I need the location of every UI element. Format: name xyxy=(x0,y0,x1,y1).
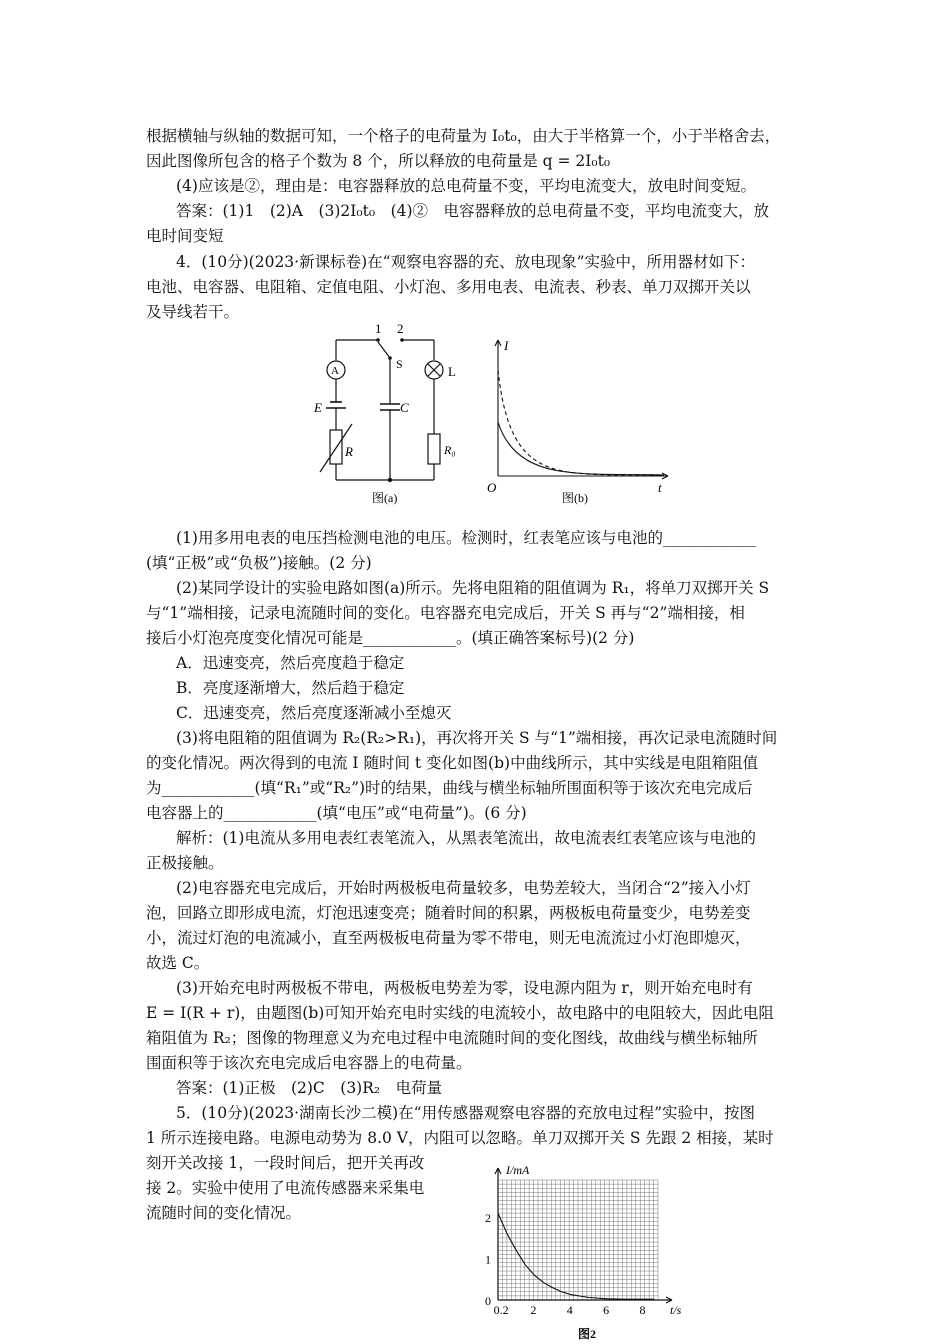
x-tick-label: 8 xyxy=(639,1303,646,1317)
y-tick-label: 2 xyxy=(485,1211,491,1226)
graph-b-y-label: I xyxy=(504,338,509,353)
paragraph-line: 电时间变短 xyxy=(146,227,224,245)
paragraph-line: 因此图像所包含的格子个数为 8 个，所以释放的电荷量是 q = 2I₀t₀ xyxy=(146,152,611,170)
paragraph-line: E = I(R + r)，由题图(b)可知开始充电时实线的电流较小，故电路中的电阻较大，因此电阻 xyxy=(146,1004,774,1022)
paragraph-line: 为____________(填“R₁”或“R₂”)时的结果，曲线与横坐标轴所围面积等于该次充电完成后 xyxy=(146,779,753,797)
paragraph-line: 泡，回路立即形成电流，灯泡迅速变亮；随着时间的积累，两极板电荷量变少，电势差变 xyxy=(146,904,751,922)
paragraph-line: 电池、电容器、电阻箱、定值电阻、小灯泡、多用电表、电流表、秒表、单刀双掷开关以 xyxy=(146,278,751,296)
x-tick-label: 6 xyxy=(603,1303,610,1317)
paragraph-line: 接后小灯泡亮度变化情况可能是____________。(填正确答案标号)(2 分) xyxy=(146,629,635,647)
paragraph-line: 及导线若干。 xyxy=(146,303,240,321)
paragraph-line: 接 2。实验中使用了电流传感器来采集电 xyxy=(146,1179,425,1197)
graph-b-origin: O xyxy=(487,480,497,495)
paragraph-line: 围面积等于该次充电完成后电容器上的电荷量。 xyxy=(146,1054,472,1072)
paragraph-line: 1 所示连接电路。电源电动势为 8.0 V，内阻可以忽略。单刀双掷开关 S 先跟 2 相接，某时 xyxy=(146,1129,774,1147)
figure-b-graph xyxy=(484,336,674,510)
figure-b-caption: 图(b) xyxy=(562,491,588,505)
paragraph-line: 电容器上的____________(填“电压”或“电荷量”)。(6 分) xyxy=(146,804,527,822)
paragraph-line: 箱阻值为 R₂；图像的物理意义为充电过程中电流随时间的变化图线，故曲线与横坐标轴所 xyxy=(146,1029,758,1047)
figure-a-caption: 图(a) xyxy=(372,491,398,505)
answer-line: 答案：(1)1 (2)A (3)2I₀t₀ (4)② 电容器释放的总电荷量不变，平均电流变大，放 xyxy=(176,202,770,220)
figure-a-circuit xyxy=(300,320,470,510)
option-c: C．迅速变亮，然后亮度逐渐减小至熄灭 xyxy=(176,704,452,722)
paragraph-line: 故选 C。 xyxy=(146,954,210,972)
paragraph-line: (4)应该是②，理由是：电容器释放的总电荷量不变，平均电流变大，放电时间变短。 xyxy=(176,177,756,195)
switch-terminal-2: 2 xyxy=(397,321,404,336)
lamp-label: L xyxy=(448,364,456,379)
capacitor-label: C xyxy=(400,400,409,415)
option-b: B．亮度逐渐增大，然后趋于稳定 xyxy=(176,679,405,697)
paragraph-line: 刻开关改接 1，一段时间后，把开关再改 xyxy=(146,1154,425,1172)
x-tick-label: 2 xyxy=(530,1303,537,1317)
y-tick-label: 1 xyxy=(485,1252,491,1267)
graph-b-x-label: t xyxy=(658,480,662,495)
ammeter-label: A xyxy=(331,365,339,377)
x-tick-label: 4 xyxy=(566,1303,573,1317)
paragraph-line: 与“1”端相接，记录电流随时间的变化。电容器充电完成后，开关 S 再与“2”端相接，相 xyxy=(146,604,745,622)
paragraph-line: (3)开始充电时两极板不带电，两极板电势差为零，设电源内阻为 r，则开始充电时有 xyxy=(176,979,753,997)
paragraph-line: (3)将电阻箱的阻值调为 R₂(R₂>R₁)，再次将开关 S 与“1”端相接，再次记录电流随时间 xyxy=(176,729,778,747)
figure-2-chart xyxy=(476,1158,706,1344)
paragraph-line: 根据横轴与纵轴的数据可知，一个格子的电荷量为 I₀t₀，由大于半格算一个，小于半格舍去， xyxy=(146,127,781,145)
paragraph-line: (2)电容器充电完成后，开始时两极板电荷量较多，电势差较大，当闭合“2”接入小灯 xyxy=(176,879,751,897)
x-tick-label: 0.2 xyxy=(493,1303,509,1317)
paragraph-line: 流随时间的变化情况。 xyxy=(146,1204,302,1222)
question-4-title: 4．(10分)(2023·新课标卷)在“观察电容器的充、放电现象”实验中，所用器材如下： xyxy=(176,253,755,271)
answer-line: 答案：(1)正极 (2)C (3)R₂ 电荷量 xyxy=(176,1079,443,1097)
switch-label: S xyxy=(396,357,403,371)
y-axis-label: I/mA xyxy=(506,1163,530,1177)
fixed-resistor-label: R₀ xyxy=(444,443,456,457)
paragraph-line: 小，流过灯泡的电流减小，直至两极板电荷量为零不带电，则无电流流过小灯泡即熄灭， xyxy=(146,929,751,947)
current-curve xyxy=(498,1213,654,1299)
question-5-title: 5．(10分)(2023·湖南长沙二模)在“用传感器观察电容器的充放电过程”实验中，按图 xyxy=(176,1104,755,1122)
chart-title: 图2 xyxy=(578,1327,597,1341)
paragraph-line: (2)某同学设计的实验电路如图(a)所示。先将电阻箱的阻值调为 R₁，将单刀双掷开关 S xyxy=(176,579,770,597)
option-a: A．迅速变亮，然后亮度趋于稳定 xyxy=(176,654,405,672)
y-tick-label: 0 xyxy=(485,1294,491,1308)
paragraph-line: (1)用多用电表的电压挡检测电池的电压。检测时，红表笔应该与电池的____________ xyxy=(176,529,756,547)
resistor-box-label: R xyxy=(345,444,353,459)
paragraph-line: 正极接触。 xyxy=(146,854,224,872)
x-axis-label: t/s xyxy=(670,1303,682,1317)
switch-terminal-1: 1 xyxy=(375,321,382,336)
paragraph-line: 的变化情况。两次得到的电流 I 随时间 t 变化如图(b)中曲线所示，其中实线是电阻箱阻值 xyxy=(146,754,759,772)
emf-label: E xyxy=(314,400,322,415)
analysis-line: 解析：(1)电流从多用电表红表笔流入，从黑表笔流出，故电流表红表笔应该与电池的 xyxy=(176,829,756,847)
paragraph-line: (填“正极”或“负极”)接触。(2 分) xyxy=(146,554,372,572)
